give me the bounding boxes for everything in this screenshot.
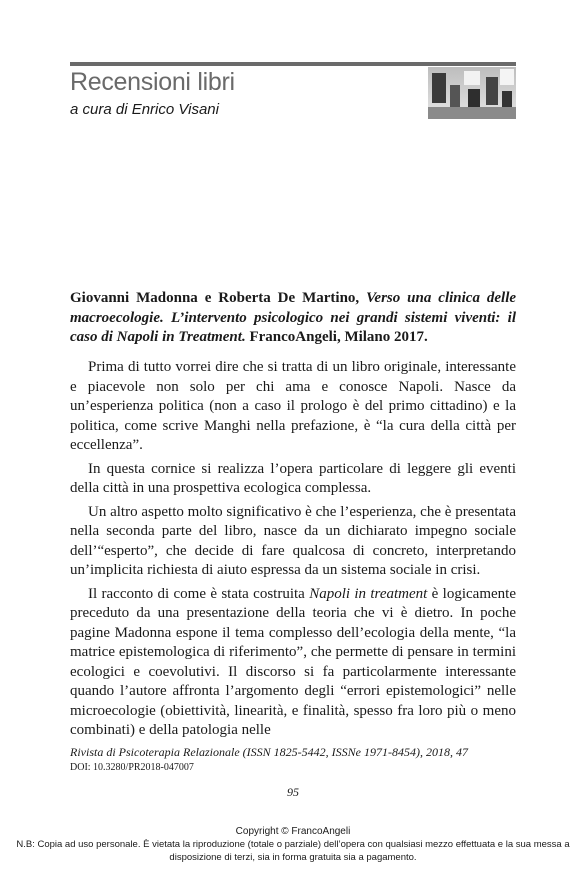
page-number: 95	[287, 785, 299, 799]
paragraph-text: Il racconto di come è stata costruita	[88, 585, 310, 602]
italic-title: Napoli in treatment	[309, 585, 428, 602]
section-editor: a cura di Enrico Visani	[70, 101, 219, 118]
review-header	[70, 289, 516, 348]
review-book-title: Verso una clinica delle macroecologie. L’intervento psicologico nei grandi sistemi viventi: il caso di Napoli in Treatment.	[70, 290, 517, 345]
paragraph: In questa cornice si realizza l’opera particolare di leggere gli eventi della città in una prospettiva ecologica complessa.	[70, 460, 516, 496]
paragraph: Prima di tutto vorrei dire che si tratta di un libro originale, interessante e piacevole non solo per chi ama e conosce Napoli. Nasce da un’esperienza politica (non a caso il prologo è del primo cittadino) e la politica, come scrive Manghi nella prefazione, è “la cura della città per eccellenza”.	[70, 359, 516, 453]
section-title: Recensioni libri	[70, 68, 235, 96]
copyright-notice: N.B: Copia ad uso personale. È vietata la riproduzione (totale o parziale) dell’opera con qualsiasi mezzo effettuata e la sua messa a disposizione di terzi, sia in forma gratuita sia a pagamento.	[16, 839, 570, 863]
review-publisher: FrancoAngeli, Milano 2017.	[249, 329, 428, 345]
copyright: Copyright © FrancoAngeli	[235, 826, 351, 837]
review-authors: Giovanni Madonna e Roberta De Martino,	[70, 290, 360, 306]
header-photo	[428, 67, 516, 119]
header-rule	[70, 62, 516, 66]
paragraph	[70, 585, 516, 741]
journal-citation: Rivista di Psicoterapia Relazionale (ISSN 1825-5442, ISSNe 1971-8454), 2018, 47	[70, 745, 468, 759]
paragraph: Un altro aspetto molto significativo è che l’esperienza, che è presentata nella seconda parte del libro, nasce da un dichiarato impegno sociale dell’“esperto”, che decide di fare qualcosa di concreto, interpretando un’implicita richiesta di aiuto espressa da un sistema sociale in crisi.	[70, 503, 516, 578]
review-body	[70, 358, 516, 745]
paragraph-text: è logicamente preceduto da una presentazione della teoria che vi è dietro. In poche pagine Madonna espone il tema complesso dell’ecologia della mente, “la matrice epistemologica di riferimento”, che permette di pensare in termini ecologici e coevolutivi. Il discorso si fa particolarmente interessante quando l’autore affronta l’argomento degli “errori epistemologici” nelle microecologie (obiettività, linearità, e finalità, spesso fra loro più o meno combinati) e della patologia nelle	[70, 585, 516, 738]
doi: DOI: 10.3280/PR2018-047007	[70, 762, 194, 773]
